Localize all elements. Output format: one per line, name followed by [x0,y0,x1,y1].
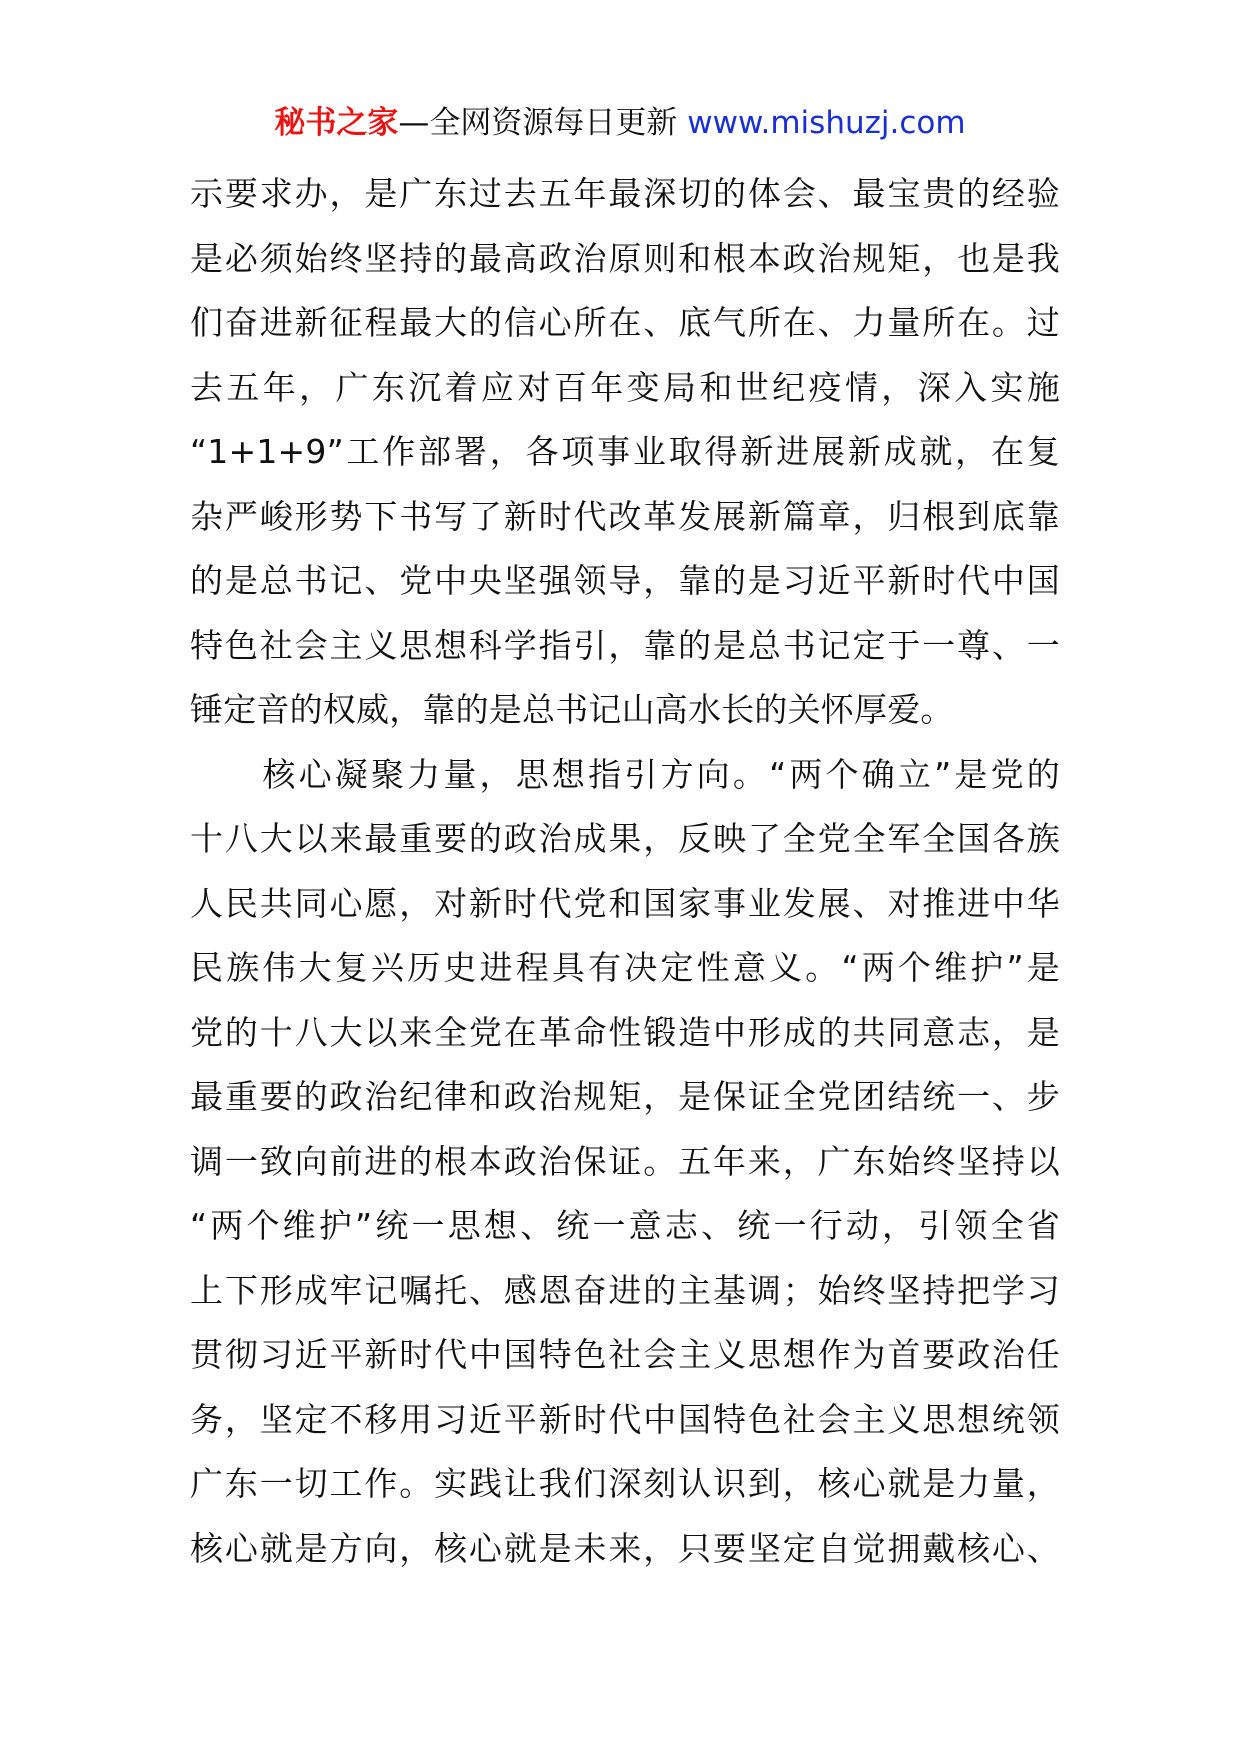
text-line: 党的十八大以来全党在革命性锻造中形成的共同意志，是 [190,1012,1060,1052]
text-line: 最重要的政治纪律和政治规矩，是保证全党团结统一、步 [190,1077,1060,1116]
text-line: 核心就是方向，核心就是未来，只要坚定自觉拥戴核心、 [190,1528,1060,1568]
brand-name: 秘书之家 [274,105,399,141]
text-line: 核心凝聚力量，思想指引方向。“两个确立”是党的 [190,754,1060,794]
page-header [0,103,1240,143]
text-line: 杂严峻形势下书写了新时代改革发展新篇章，归根到底靠 [190,496,1060,536]
text-line: 锤定音的权威，靠的是总书记山高水长的关怀厚爱。 [190,690,954,729]
text-line: 上下形成牢记嘱托、感恩奋进的主基调；始终坚持把学习 [190,1270,1060,1310]
text-line: 广东一切工作。实践让我们深刻认识到，核心就是力量， [190,1464,1060,1503]
text-line: 人民共同心愿，对新时代党和国家事业发展、对推进中华 [190,883,1060,923]
text-line: 特色社会主义思想科学指引，靠的是总书记定于一尊、一 [190,625,1060,665]
text-line: 民族伟大复兴历史进程具有决定性意义。“两个维护”是 [190,948,1060,987]
header-tagline: —全网资源每日更新 [398,105,688,141]
text-line: “1+1+9”工作部署，各项事业取得新进展新成就，在复 [190,432,1060,471]
text-line: “两个维护”统一思想、统一意志、统一行动，引领全省 [190,1206,1060,1245]
text-line: 的是总书记、党中央坚强领导，靠的是习近平新时代中国 [190,561,1060,600]
site-url-link[interactable]: www.mishuzj.com [687,105,966,141]
text-line: 是必须始终坚持的最高政治原则和根本政治规矩，也是我 [190,238,1060,278]
text-line: 十八大以来最重要的政治成果，反映了全党全军全国各族 [190,819,1060,858]
text-line: 们奋进新征程最大的信心所在、底气所在、力量所在。过 [190,303,1060,342]
text-line: 示要求办，是广东过去五年最深切的体会、最宝贵的经验 [190,174,1060,213]
text-line: 去五年，广东沉着应对百年变局和世纪疫情，深入实施 [190,367,1060,407]
text-line: 贯彻习近平新时代中国特色社会主义思想作为首要政治任 [190,1335,1060,1374]
text-line: 务，坚定不移用习近平新时代中国特色社会主义思想统领 [190,1399,1060,1439]
text-line: 调一致向前进的根本政治保证。五年来，广东始终坚持以 [190,1141,1060,1181]
body-text [190,162,1060,1581]
